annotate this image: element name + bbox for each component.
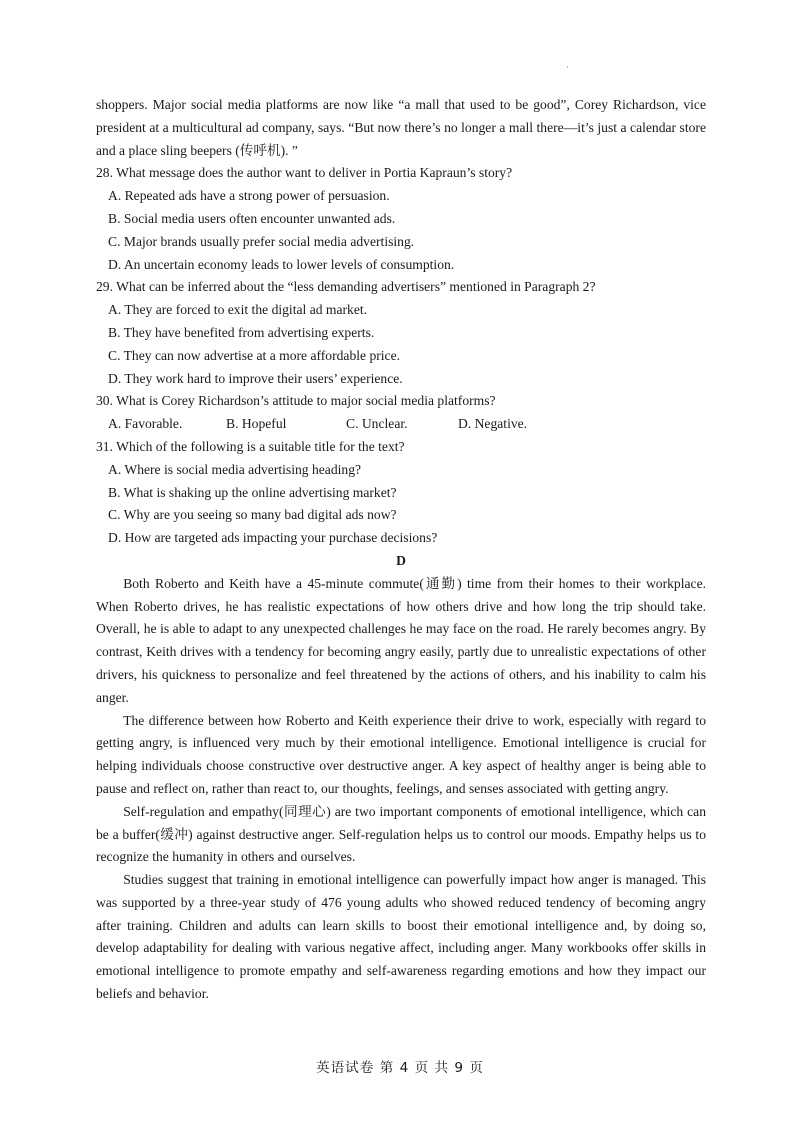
intro-paragraph: shoppers. Major social media platforms are now like “a mall that used to be good”, Corey Richardson, vice president at a multicultural ad company, says. “But now there’s no longer a mall there—it’s just a calendar store and a place sling beepers (传呼机). ”: [96, 97, 706, 158]
option-c: C. Major brands usually prefer social media advertising.: [108, 233, 415, 249]
passage-paragraph: Studies suggest that training in emotional intelligence can powerfully impact how anger is managed. This was supported by a three-year study of 476 young adults who showed reduced tendency of becoming angry after training. Children and adults can learn skills to boost their emotional intelligence and, by doing so, develop adaptability for dealing with various negative affect, including anger. Many workbooks offer skills in emotional intelligence to promote empathy and self-awareness regarding emotions and how they impact our beliefs and behavior.: [96, 872, 706, 1002]
option-a: A. Repeated ads have a strong power of persuasion.: [108, 188, 390, 204]
option-b: B. Social media users often encounter unwanted ads.: [108, 210, 396, 226]
question-28: [96, 162, 706, 276]
option-d: D. How are targeted ads impacting your purchase decisions?: [108, 530, 438, 546]
page-footer: 英语试卷 第 4 页 共 9 页: [316, 1060, 484, 1076]
question-stem: 29. What can be inferred about the “less demanding advertisers” mentioned in Paragraph 2?: [96, 279, 596, 295]
question-30: [96, 390, 706, 436]
page-content: [96, 94, 706, 1006]
option-a: A. Favorable.: [108, 416, 183, 432]
option-c: C. Why are you seeing so many bad digital ads now?: [108, 507, 397, 523]
passage-paragraph: The difference between how Roberto and Keith experience their drive to work, especially with regard to getting angry, is influenced very much by their emotional intelligence. Emotional intelligence is crucial for helping individuals choose constructive over destructive anger. A key aspect of healthy anger is being able to pause and reflect on, rather than react to, our thoughts, feelings, and senses associated with getting angry.: [96, 712, 706, 796]
option-a: A. Where is social media advertising heading?: [108, 461, 362, 477]
question-31: [96, 436, 706, 550]
option-a: A. They are forced to exit the digital ad market.: [108, 302, 368, 318]
question-stem: 28. What message does the author want to deliver in Portia Kapraun’s story?: [96, 165, 513, 181]
option-c: C. Unclear.: [346, 416, 408, 432]
option-b: B. Hopeful: [226, 416, 287, 432]
option-b: B. What is shaking up the online advertising market?: [108, 484, 397, 500]
passage-paragraph: Self-regulation and empathy(同理心) are two important components of emotional intelligence, which can be a buffer(缓冲) against destructive anger. Self-regulation helps us to control our moods. Empathy helps us to recognize the humanity in others and ourselves.: [96, 803, 706, 865]
option-d: D. They work hard to improve their users’ experience.: [108, 370, 403, 386]
option-d: D. Negative.: [458, 416, 528, 432]
option-c: C. They can now advertise at a more affordable price.: [108, 347, 401, 363]
corner-mark: ·: [566, 62, 569, 72]
option-row: [96, 413, 706, 436]
question-stem: 31. Which of the following is a suitable title for the text?: [96, 438, 405, 454]
option-b: B. They have benefited from advertising experts.: [108, 324, 375, 340]
passage-paragraph: Both Roberto and Keith have a 45-minute commute(通勤) time from their homes to their workplace. When Roberto drives, he has realistic expectations of how others drive and how long the trip should take. Overall, he is able to adapt to any unexpected challenges he may face on the road. He rarely becomes angry. By contrast, Keith drives with a tendency for becoming angry easily, partly due to unrealistic expectations of other drivers, his quickness to personalize and feel threatened by the actions of others, and his inability to calm his anger.: [96, 575, 706, 705]
section-heading: D: [396, 552, 406, 568]
question-29: [96, 276, 706, 390]
option-d: D. An uncertain economy leads to lower levels of consumption.: [108, 256, 455, 272]
question-stem: 30. What is Corey Richardson’s attitude to major social media platforms?: [96, 393, 496, 409]
